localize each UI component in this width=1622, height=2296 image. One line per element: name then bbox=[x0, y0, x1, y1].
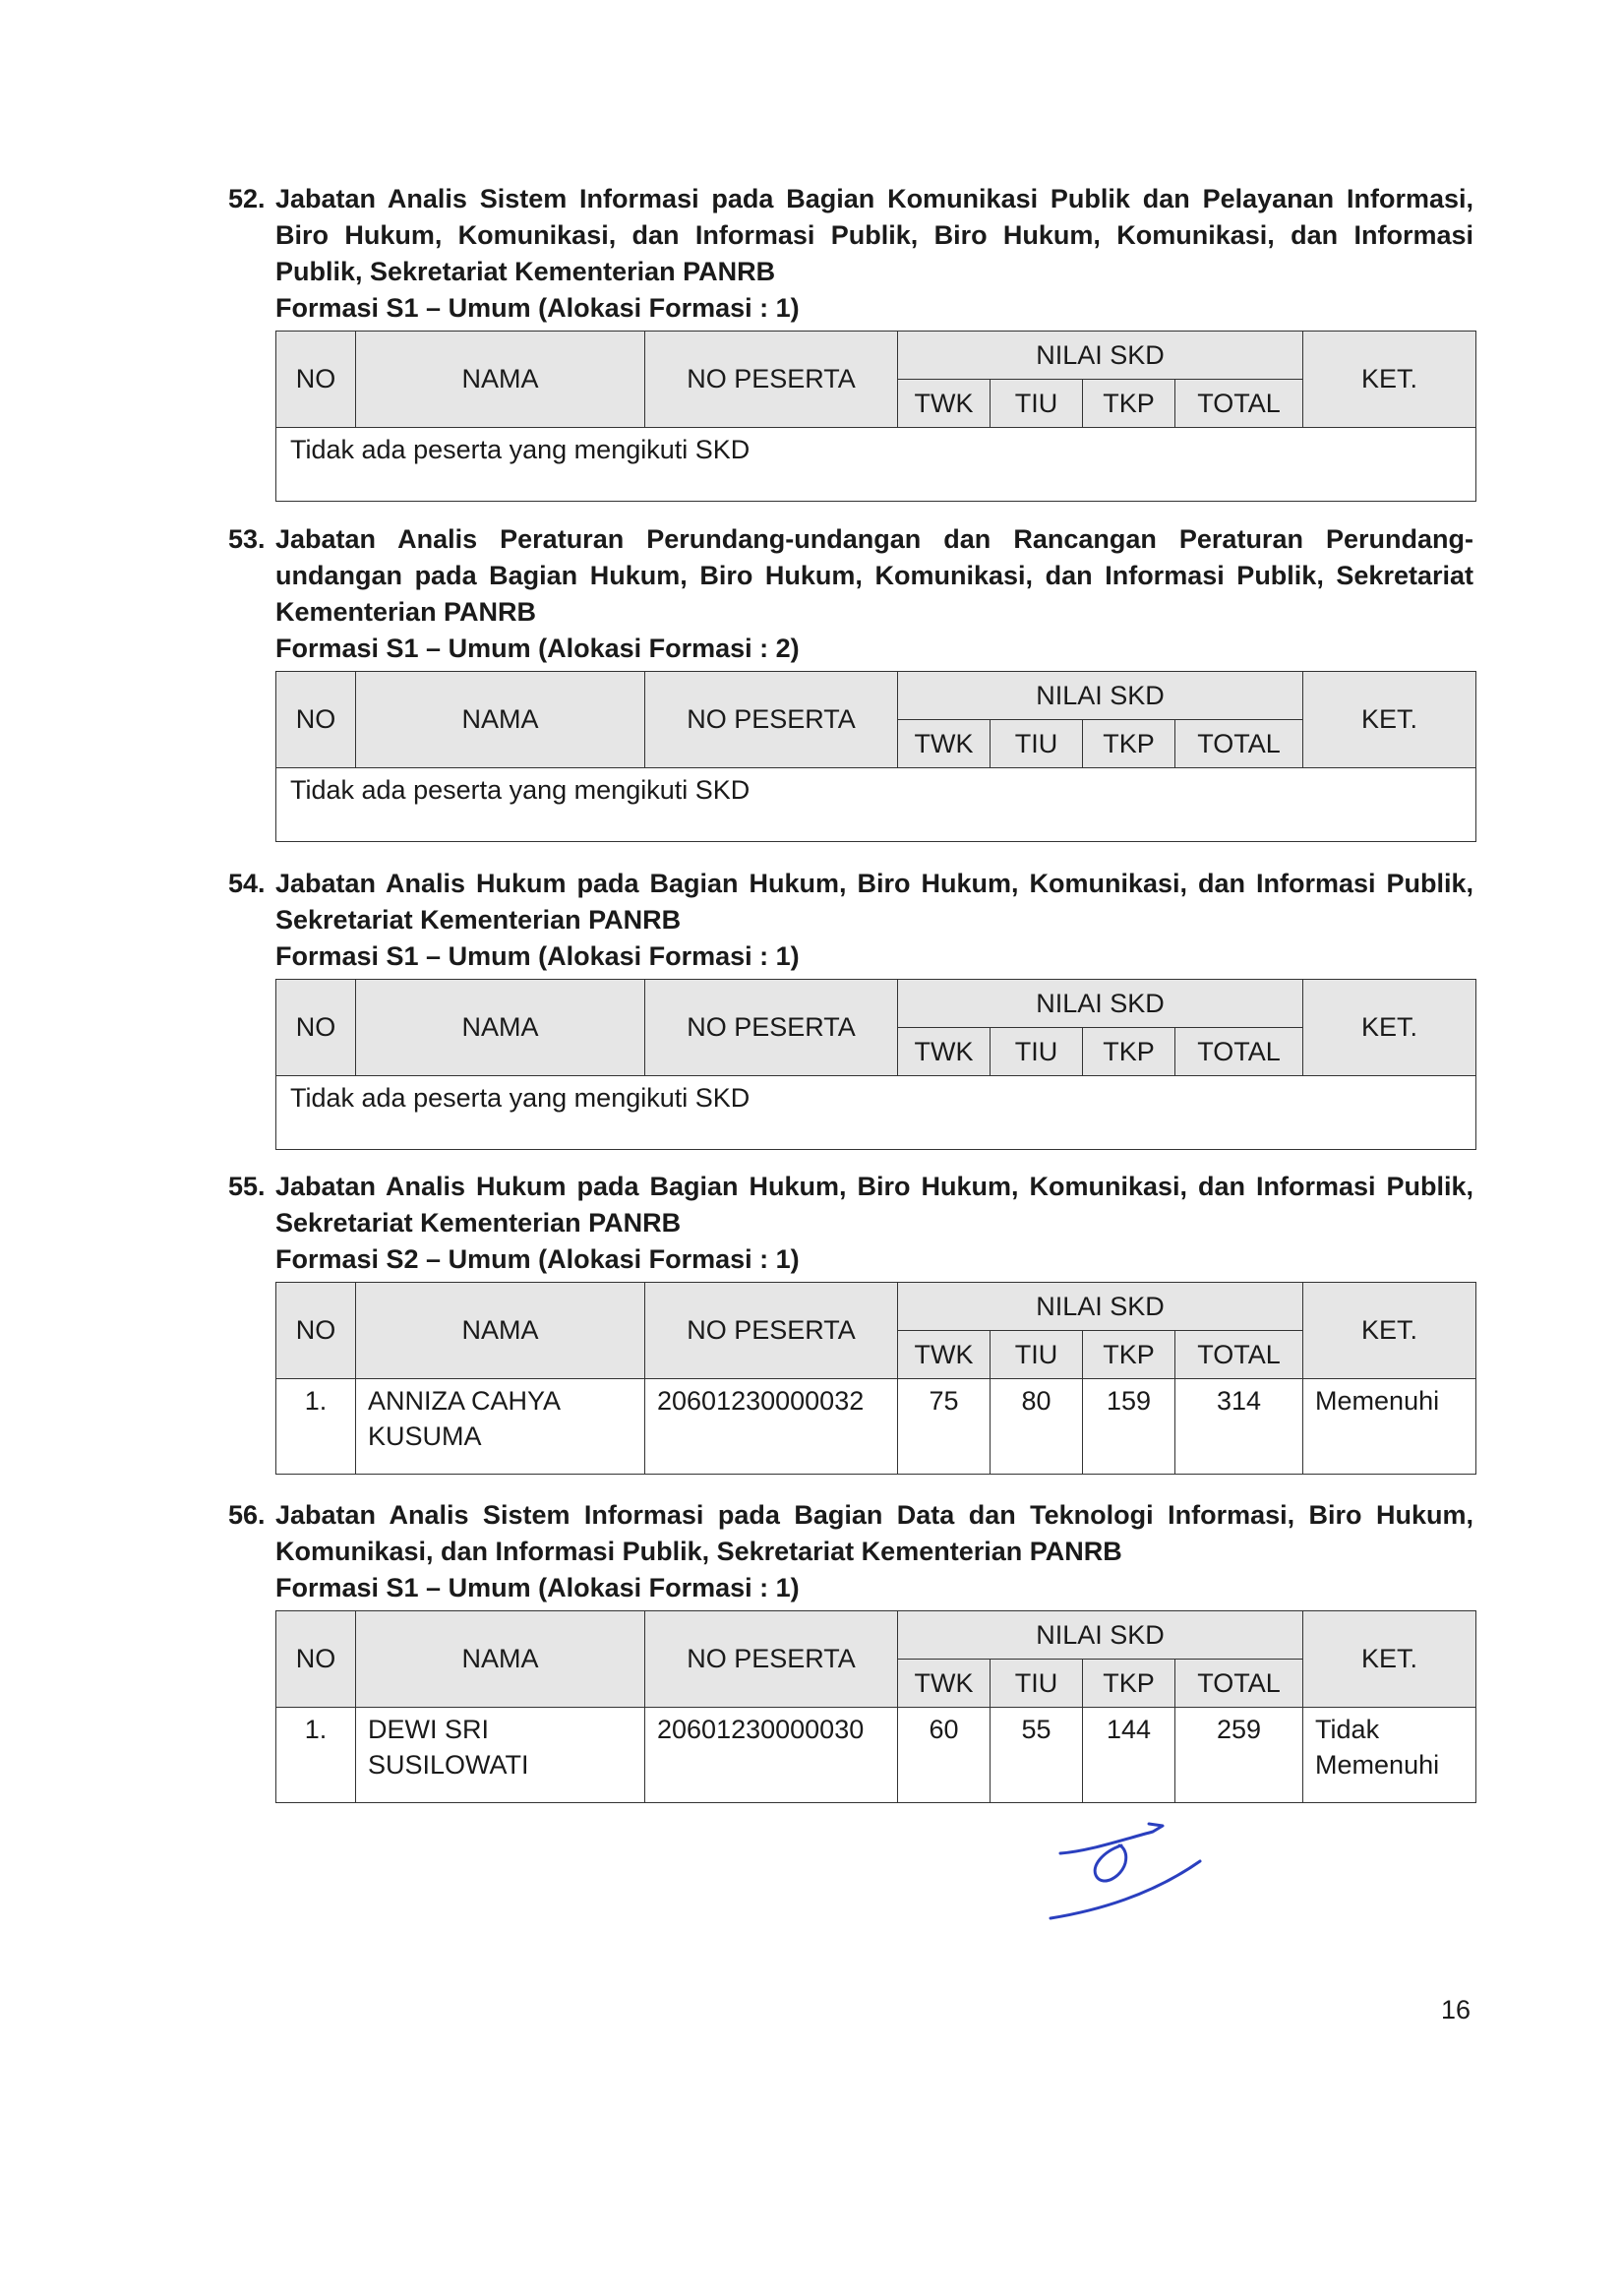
section-heading bbox=[228, 1169, 1473, 1241]
cell-tkp: 159 bbox=[1083, 1379, 1175, 1475]
section-54 bbox=[228, 866, 1473, 1150]
header-no: NO bbox=[276, 672, 356, 768]
header-no-peserta: NO PESERTA bbox=[645, 672, 898, 768]
formasi-label: Formasi S1 – Umum (Alokasi Formasi : 1) bbox=[275, 941, 800, 971]
header-total: TOTAL bbox=[1175, 380, 1303, 428]
header-ket: KET. bbox=[1303, 332, 1476, 428]
header-ket: KET. bbox=[1303, 1283, 1476, 1379]
formasi-label: Formasi S1 – Umum (Alokasi Formasi : 1) bbox=[275, 293, 800, 323]
formasi-label: Formasi S1 – Umum (Alokasi Formasi : 1) bbox=[275, 1573, 800, 1602]
header-ket: KET. bbox=[1303, 1611, 1476, 1708]
skd-table bbox=[275, 671, 1476, 842]
section-title: Jabatan Analis Peraturan Perundang-undangan dan Rancangan Peraturan Perundang-undangan pada Bagian Hukum, Biro Hukum, Komunikasi, dan Informasi Publik, Sekretariat Kementerian PANRB bbox=[275, 524, 1473, 627]
header-total: TOTAL bbox=[1175, 1028, 1303, 1076]
header-total: TOTAL bbox=[1175, 1331, 1303, 1379]
signature-paraf bbox=[1043, 1812, 1215, 1925]
section-56 bbox=[228, 1497, 1473, 1803]
header-tkp: TKP bbox=[1083, 1331, 1175, 1379]
header-twk: TWK bbox=[898, 1660, 991, 1708]
header-total: TOTAL bbox=[1175, 1660, 1303, 1708]
header-no-peserta: NO PESERTA bbox=[645, 1611, 898, 1708]
cell-no: 1. bbox=[276, 1708, 356, 1803]
header-nama: NAMA bbox=[356, 1283, 645, 1379]
cell-tiu: 55 bbox=[991, 1708, 1083, 1803]
formasi-label: Formasi S1 – Umum (Alokasi Formasi : 2) bbox=[275, 634, 800, 663]
header-tiu: TIU bbox=[991, 380, 1083, 428]
cell-no-peserta: 20601230000032 bbox=[645, 1379, 898, 1475]
header-no: NO bbox=[276, 1283, 356, 1379]
header-tkp: TKP bbox=[1083, 1660, 1175, 1708]
section-title: Jabatan Analis Hukum pada Bagian Hukum, Biro Hukum, Komunikasi, dan Informasi Publik, Sekretariat Kementerian PANRB bbox=[275, 1172, 1473, 1238]
header-no: NO bbox=[276, 332, 356, 428]
section-55 bbox=[228, 1169, 1473, 1475]
section-heading bbox=[228, 1497, 1473, 1570]
header-ket: KET. bbox=[1303, 980, 1476, 1076]
page-number: 16 bbox=[1441, 1995, 1472, 2024]
formasi-label: Formasi S2 – Umum (Alokasi Formasi : 1) bbox=[275, 1244, 800, 1274]
cell-nama: DEWI SRI SUSILOWATI bbox=[356, 1708, 645, 1803]
skd-table bbox=[275, 1610, 1476, 1803]
header-tiu: TIU bbox=[991, 1660, 1083, 1708]
cell-ket: Memenuhi bbox=[1303, 1379, 1476, 1475]
section-53 bbox=[228, 521, 1473, 842]
header-tkp: TKP bbox=[1083, 380, 1175, 428]
header-tiu: TIU bbox=[991, 1028, 1083, 1076]
header-no: NO bbox=[276, 980, 356, 1076]
header-nama: NAMA bbox=[356, 980, 645, 1076]
skd-table bbox=[275, 1282, 1476, 1475]
header-no-peserta: NO PESERTA bbox=[645, 332, 898, 428]
empty-message: Tidak ada peserta yang mengikuti SKD bbox=[276, 1076, 1476, 1150]
header-nilai-skd: NILAI SKD bbox=[898, 1283, 1303, 1331]
header-nama: NAMA bbox=[356, 1611, 645, 1708]
header-nama: NAMA bbox=[356, 332, 645, 428]
skd-table bbox=[275, 331, 1476, 502]
skd-table bbox=[275, 979, 1476, 1150]
empty-message: Tidak ada peserta yang mengikuti SKD bbox=[276, 428, 1476, 502]
section-heading bbox=[228, 521, 1473, 631]
cell-total: 259 bbox=[1175, 1708, 1303, 1803]
section-title: Jabatan Analis Hukum pada Bagian Hukum, Biro Hukum, Komunikasi, dan Informasi Publik, Sekretariat Kementerian PANRB bbox=[275, 869, 1473, 935]
empty-message: Tidak ada peserta yang mengikuti SKD bbox=[276, 768, 1476, 842]
header-twk: TWK bbox=[898, 1331, 991, 1379]
header-nilai-skd: NILAI SKD bbox=[898, 1611, 1303, 1660]
header-nama: NAMA bbox=[356, 672, 645, 768]
header-tiu: TIU bbox=[991, 1331, 1083, 1379]
section-52 bbox=[228, 181, 1473, 502]
section-title: Jabatan Analis Sistem Informasi pada Bagian Komunikasi Publik dan Pelayanan Informasi, Biro Hukum, Komunikasi, dan Informasi Publik, Biro Hukum, Komunikasi, dan Informasi Publik, Sekretariat Kementerian PANRB bbox=[275, 184, 1473, 286]
cell-tkp: 144 bbox=[1083, 1708, 1175, 1803]
section-number: 54. bbox=[228, 869, 266, 898]
section-heading bbox=[228, 866, 1473, 938]
header-no: NO bbox=[276, 1611, 356, 1708]
header-twk: TWK bbox=[898, 1028, 991, 1076]
cell-no: 1. bbox=[276, 1379, 356, 1475]
header-no-peserta: NO PESERTA bbox=[645, 1283, 898, 1379]
cell-no-peserta: 20601230000030 bbox=[645, 1708, 898, 1803]
header-tkp: TKP bbox=[1083, 1028, 1175, 1076]
section-heading bbox=[228, 181, 1473, 290]
table-row bbox=[276, 1708, 1476, 1803]
section-number: 55. bbox=[228, 1172, 266, 1201]
header-nilai-skd: NILAI SKD bbox=[898, 672, 1303, 720]
header-twk: TWK bbox=[898, 380, 991, 428]
cell-ket: Tidak Memenuhi bbox=[1303, 1708, 1476, 1803]
header-total: TOTAL bbox=[1175, 720, 1303, 768]
section-number: 53. bbox=[228, 524, 266, 554]
header-nilai-skd: NILAI SKD bbox=[898, 332, 1303, 380]
header-twk: TWK bbox=[898, 720, 991, 768]
section-number: 56. bbox=[228, 1500, 266, 1530]
table-row bbox=[276, 1379, 1476, 1475]
cell-twk: 75 bbox=[898, 1379, 991, 1475]
header-tkp: TKP bbox=[1083, 720, 1175, 768]
cell-tiu: 80 bbox=[991, 1379, 1083, 1475]
section-title: Jabatan Analis Sistem Informasi pada Bagian Data dan Teknologi Informasi, Biro Hukum, Komunikasi, dan Informasi Publik, Sekretariat Kementerian PANRB bbox=[275, 1500, 1473, 1566]
cell-twk: 60 bbox=[898, 1708, 991, 1803]
cell-nama: ANNIZA CAHYA KUSUMA bbox=[356, 1379, 645, 1475]
section-number: 52. bbox=[228, 184, 266, 213]
header-ket: KET. bbox=[1303, 672, 1476, 768]
header-tiu: TIU bbox=[991, 720, 1083, 768]
header-no-peserta: NO PESERTA bbox=[645, 980, 898, 1076]
header-nilai-skd: NILAI SKD bbox=[898, 980, 1303, 1028]
cell-total: 314 bbox=[1175, 1379, 1303, 1475]
